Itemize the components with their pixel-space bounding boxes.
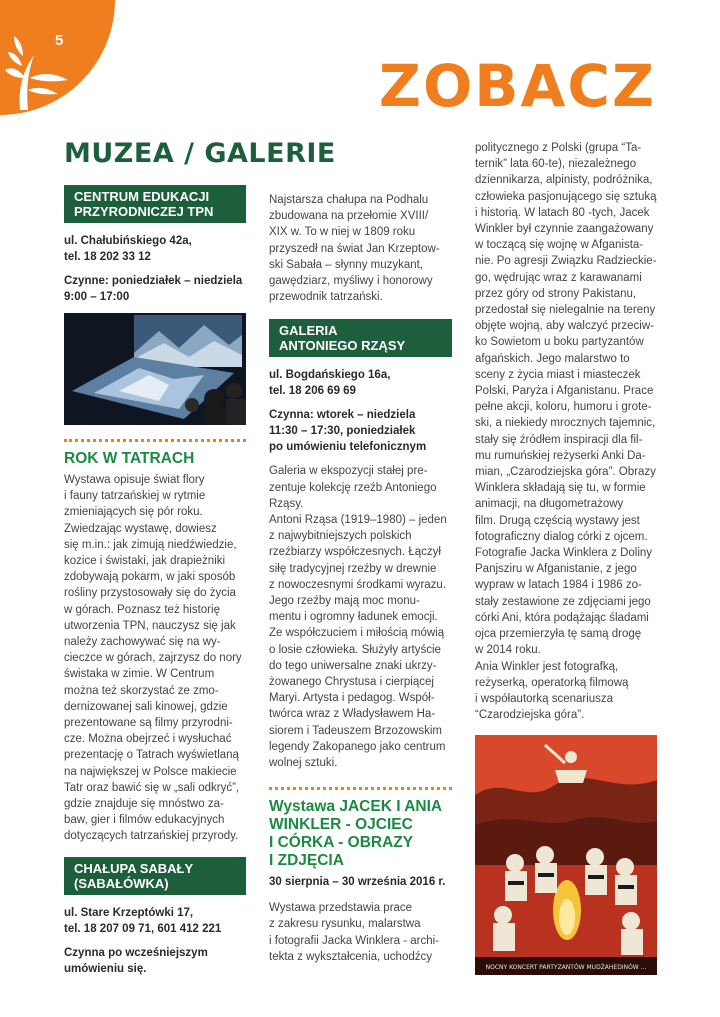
rzasa-address: ul. Bogdańskiego 16a, xyxy=(269,369,391,382)
tpn-hours-value: 9:00 – 17:00 xyxy=(64,291,130,303)
tpn-hours xyxy=(64,273,246,305)
sabala-intro: Najstarsza chałupa na Podhalu zbudowana na przełomie XVIII/ XIX w. To w niej w 1809 roku przyszedł na świat Jan Krzeptow- ski Sabała – słynny muzykant, gawędziarz, myśliwy i honorowy przewodnik tatrzański. xyxy=(269,194,440,304)
tpn-contact xyxy=(64,233,246,265)
sabala-hours-label: Czynna po wcześniejszym xyxy=(64,946,208,959)
column-2 xyxy=(269,192,452,965)
rzasa-contact xyxy=(269,367,452,399)
winkler-heading: Wystawa JACEK I ANIA WINKLER - OJCIEC I CÓRKA - OBRAZY I ZDJĘCIA xyxy=(269,798,443,870)
rzasa-hours-label: Czynna: wtorek – niedziela xyxy=(269,409,416,422)
dotted-divider xyxy=(64,439,246,442)
sabala-phone: tel. 18 207 09 71, 601 412 221 xyxy=(64,922,222,935)
rzasa-hours-note: po umówieniu telefonicznym xyxy=(269,441,427,454)
dotted-divider xyxy=(269,787,452,790)
rzasa-phone: tel. 18 206 69 69 xyxy=(269,385,356,398)
winkler-text-continued: politycznego z Polski (grupa “Ta- ternik” lata 60-te), niezależnego dziennikarza, alpinisty, podróżnika, człowieka pasjonującego się sztuką i historią. W latach 80 -tych, Jacek Winkler był czynnie zaangażowany w toczącą się wojnę w Afganista- nie. Po agresji Związku Radzieckie- go, wędrując wraz z karawanami przez góry od strony Pakistanu, przedostał się nielegalnie na tereny objęte wojną, aby walczyć przeciw- ko Sowietom u boku partyzantów afgańskich. Jego malarstwo to sceny z życia miast i miasteczek Polski, Paryża i Afganistanu. Prace pełne akcji, koloru, humoru i grote- ski, a niekiedy mrocznych tajemnic, stały się źródłem inspiracji dla fil- mu rumuńskiej reżyserki Anki Da- mian, „Czarodziejska góra”. Obrazy Winklera składają się tu, w formie animacji, na długometrażowy film. Drugą częścią wystawy jest fotograficzny dialog córki z ojcem. Fotografie Jacka Winklera z Doliny Panjsziru w Afganistanie, z jego wypraw w latach 1984 i 1986 zo- stały zestawione ze zdjęciami jego córki Ani, która podążając śladami ojca przemierzyła tę samą drogę w 2014 roku. Ania Winkler jest fotografką, reżyserką, operatorką filmową i współautorką scenariusza “Czarodziejska góra”. xyxy=(475,142,657,722)
tpn-exhibit-photo xyxy=(64,313,246,425)
page-number: 5 xyxy=(55,32,64,49)
column-3 xyxy=(475,140,657,975)
section-title: MUZEA / GALERIE xyxy=(64,138,336,169)
column-1 xyxy=(64,185,246,985)
rzasa-hours xyxy=(269,407,452,455)
painting-caption: NOCNY KONCERT PARTYZANTÓW MUDŻAHEDINÓW ... xyxy=(485,964,647,972)
sabala-title-box: CHAŁUPA SABAŁY (SABAŁÓWKA) xyxy=(64,857,246,895)
winkler-painting xyxy=(475,735,657,975)
rzasa-title-box: GALERIA ANTONIEGO RZĄSY xyxy=(269,319,452,357)
rzasa-hours-value: 11:30 – 17:30, poniedziałek xyxy=(269,425,416,438)
corner-logo-icon xyxy=(0,0,115,115)
sabala-hours xyxy=(64,945,246,977)
page-title: ZOBACZ xyxy=(378,52,656,120)
sabala-address: ul. Stare Krzeptówki 17, xyxy=(64,906,194,919)
winkler-dates: 30 sierpnia – 30 września 2016 r. xyxy=(269,876,446,889)
tpn-hours-label: Czynne: poniedziałek – niedziela xyxy=(64,275,243,287)
rok-text: Wystawa opisuje świat flory i fauny tatrzańskiej w rytmie zmieniających się pór roku. Zwiedzając wystawę, dowiesz się m.in.: jak zimują niedźwiedzie, kozice i świstaki, jak drapieżniki zdobywają pokarm, w jaki sposób rośliny przystosowały się do życia w górach. Poznasz też historię utworzenia TPN, nauczysz się jak należy zachowywać się na wy- cieczce w górach, zajrzysz do nory świstaka w zimie. W Centrum można też skorzystać ze zmo- dernizowanej sali kinowej, gdzie prezentowane są filmy przyrodni- cze. Można obejrzeć i wysłuchać prezentację o Tatrach wyświetlaną na największej w Polsce makiecie Tatr oraz bawić się w „sali odkryć”, gdzie znajduje się mnóstwo za- baw, gier i filmów edukacyjnych dotyczących tatrzańskiej przyrody. xyxy=(64,474,242,843)
winkler-text: Wystawa przedstawia prace z zakresu rysunku, malarstwa i fotografii Jacka Winklera - archi- tekta z wykształcenia, uchodźcy xyxy=(269,902,439,963)
tpn-phone: tel. 18 202 33 12 xyxy=(64,251,151,263)
sabala-contact xyxy=(64,905,246,937)
tpn-title-box: CENTRUM EDUKACJI PRZYRODNICZEJ TPN xyxy=(64,185,246,223)
rok-heading: ROK W TATRACH xyxy=(64,450,195,467)
rzasa-text: Galeria w ekspozycji stałej pre- zentuje kolekcję rzeźb Antoniego Rząsy. Antoni Rząsa (1919–1980) – jeden z najwybitniejszych polskich rzeźbiarzy współczesnych. Łączył siłę tradycyjnej rzeźby w drewnie z nowoczesnymi środkami wyrazu. Jego rzeźby mają moc monu- mentu i ogromny ładunek emocji. Ze współczuciem i miłością mówią o losie człowieka. Służyły artyście do tego uniwersalne znaki ukrzy- żowanego Chrystusa i cierpiącej Maryi. Artysta i pedagog. Współ- twórca wraz z Władysławem Ha- siorem i Tadeuszem Brzozowskim legendy Zakopanego jako centrum wolnej sztuki. xyxy=(269,465,447,770)
tpn-address: ul. Chałubińskiego 42a, xyxy=(64,235,192,247)
sabala-hours-value: umówieniu się. xyxy=(64,962,147,975)
